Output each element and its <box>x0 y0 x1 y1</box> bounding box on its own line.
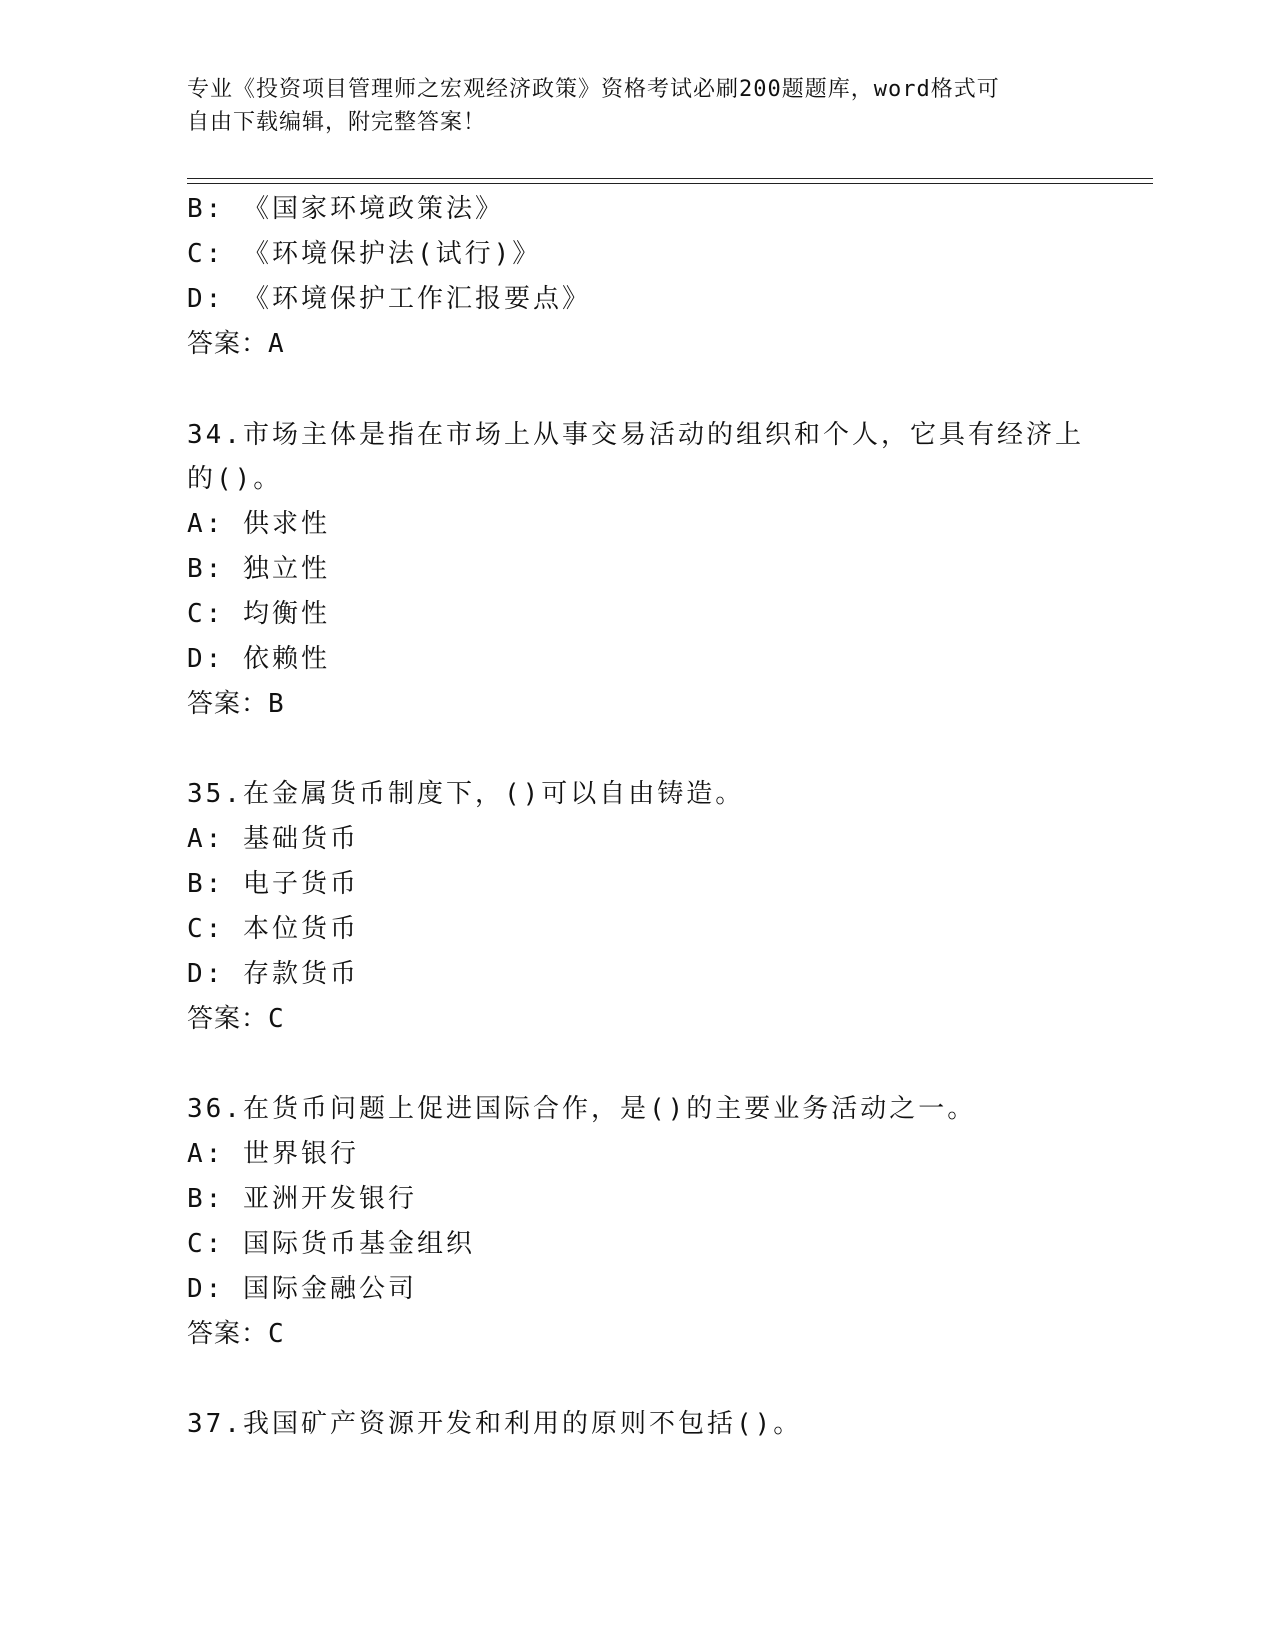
header-line-2: 自由下载编辑，附完整答案！ <box>187 110 487 135</box>
answer-value: B <box>268 689 285 719</box>
answer-value: A <box>268 329 285 359</box>
q36-option-b: B: 亚洲开发银行 <box>187 1184 417 1214</box>
answer-label: 答案： <box>187 329 269 359</box>
q36-option-d: D: 国际金融公司 <box>187 1274 417 1304</box>
q36-answer <box>187 1311 1087 1357</box>
answer-label: 答案： <box>187 689 269 719</box>
q35-option-b: B: 电子货币 <box>187 869 359 899</box>
q35-option-c: C: 本位货币 <box>187 914 359 944</box>
q35-option-a: A: 基础货币 <box>187 824 359 854</box>
q36-question: 36.在货币问题上促进国际合作，是()的主要业务活动之一。 <box>187 1094 977 1124</box>
answer-label: 答案： <box>187 1004 269 1034</box>
document-header <box>187 73 1087 139</box>
q34-option-a: A: 供求性 <box>187 509 330 539</box>
header-rule-bottom <box>187 183 1153 184</box>
q35-answer <box>187 996 1087 1042</box>
q34-option-c: C: 均衡性 <box>187 599 330 629</box>
q36-option-c: C: 国际货币基金组织 <box>187 1229 475 1259</box>
q34-option-b: B: 独立性 <box>187 554 330 584</box>
q33-option-c: C: 《环境保护法(试行)》 <box>187 239 542 269</box>
header-line-1: 专业《投资项目管理师之宏观经济政策》资格考试必刷200题题库，word格式可 <box>187 77 1000 102</box>
q37-question: 37.我国矿产资源开发和利用的原则不包括()。 <box>187 1409 803 1439</box>
header-rule-top <box>187 178 1153 179</box>
answer-value: C <box>268 1004 285 1034</box>
q35-question: 35.在金属货币制度下，()可以自由铸造。 <box>187 779 745 809</box>
answer-label: 答案： <box>187 1319 269 1349</box>
q33-answer <box>187 321 1087 367</box>
answer-value: C <box>268 1319 285 1349</box>
q34-answer <box>187 681 1087 727</box>
q34-option-d: D: 依赖性 <box>187 644 330 674</box>
q33-option-b: B: 《国家环境政策法》 <box>187 194 504 224</box>
q35-option-d: D: 存款货币 <box>187 959 359 989</box>
q33-option-d: D: 《环境保护工作汇报要点》 <box>187 284 591 314</box>
q34-question-line-2: 的()。 <box>187 464 283 494</box>
q34-question-line-1: 34.市场主体是指在市场上从事交易活动的组织和个人，它具有经济上 <box>187 420 1084 450</box>
q36-option-a: A: 世界银行 <box>187 1139 359 1169</box>
